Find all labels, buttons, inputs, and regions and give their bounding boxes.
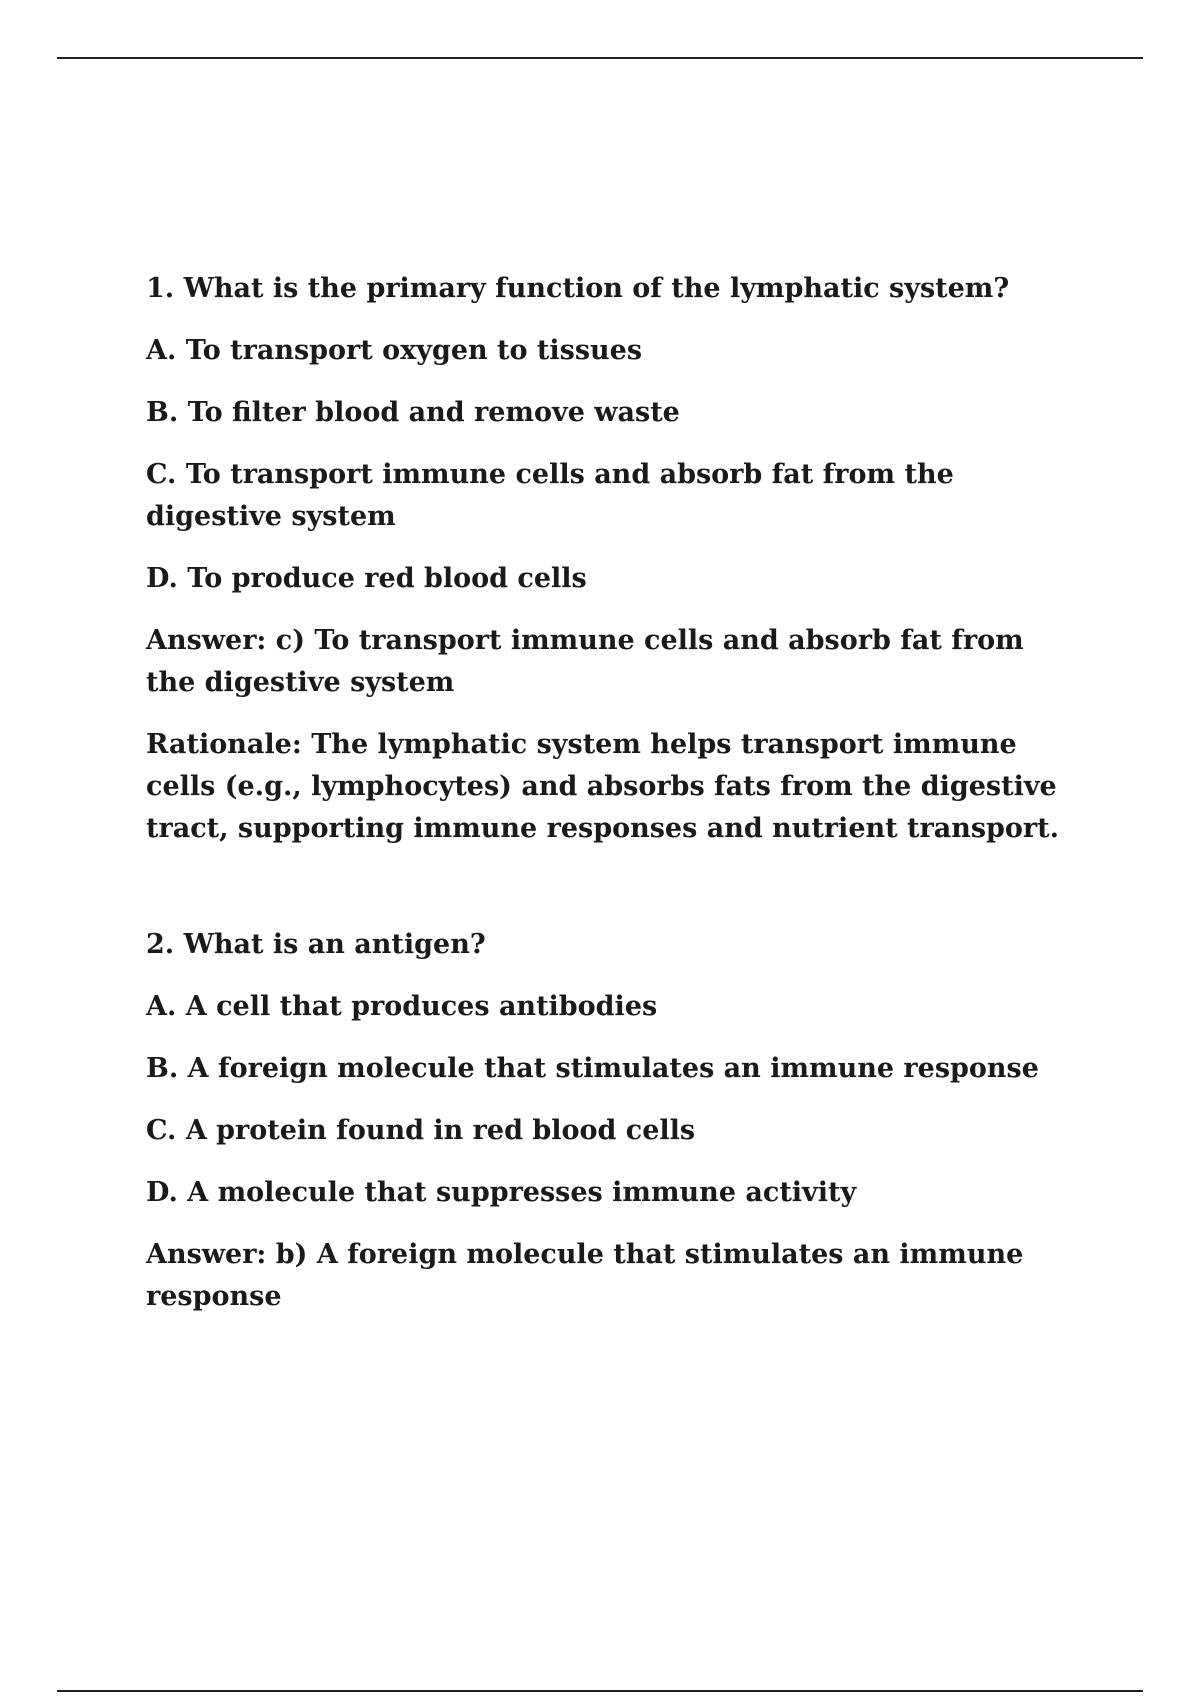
question-2-option-d: D. A molecule that suppresses immune activity xyxy=(146,1177,857,1208)
question-1-option-c: C. To transport immune cells and absorb fat from the digestive system xyxy=(146,459,954,532)
question-1-option-a: A. To transport oxygen to tissues xyxy=(146,335,643,366)
question-1-option-b: B. To filter blood and remove waste xyxy=(146,397,680,428)
question-1-option-d: D. To produce red blood cells xyxy=(146,563,587,594)
document-body xyxy=(146,268,1066,1338)
question-2-option-c: C. A protein found in red blood cells xyxy=(146,1115,696,1146)
question-block-2 xyxy=(146,924,1066,1318)
question-spacer xyxy=(146,870,1066,924)
question-1-rationale: Rationale: The lymphatic system helps transport immune cells (e.g., lymphocytes) and absorbs fats from the digestive tract, supporting immune responses and nutrient transport. xyxy=(146,729,1060,844)
question-2-option-b: B. A foreign molecule that stimulates an immune response xyxy=(146,1053,1039,1084)
question-1-answer: Answer: c) To transport immune cells and absorb fat from the digestive system xyxy=(146,625,1024,698)
question-1-text: 1. What is the primary function of the lymphatic system? xyxy=(146,273,1010,304)
question-2-answer: Answer: b) A foreign molecule that stimulates an immune response xyxy=(146,1239,1024,1312)
question-2-text: 2. What is an antigen? xyxy=(146,929,486,960)
question-2-option-a: A. A cell that produces antibodies xyxy=(146,991,658,1022)
question-block-1 xyxy=(146,268,1066,850)
header-rule xyxy=(57,57,1143,59)
footer-rule xyxy=(57,1690,1143,1692)
